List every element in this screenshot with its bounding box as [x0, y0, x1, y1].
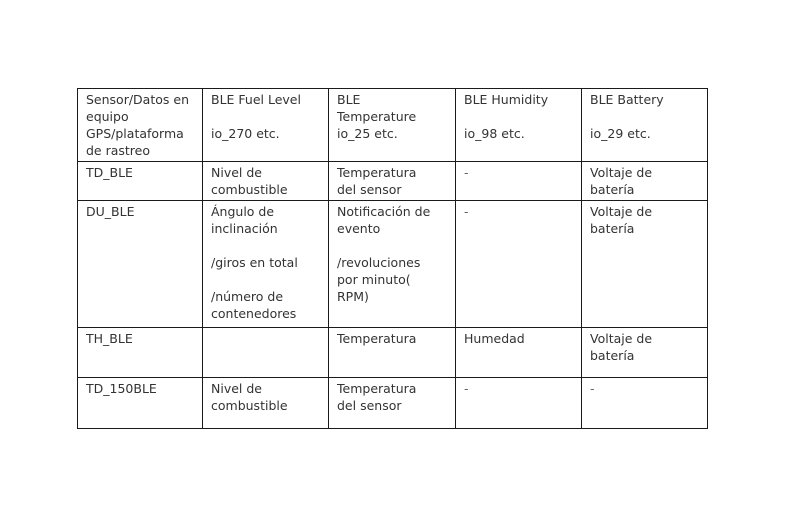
cell-text: -: [590, 381, 595, 396]
header-humidity-title: BLE Humidity: [464, 92, 549, 107]
cell-humidity: [456, 378, 582, 429]
header-battery-io: io_29 etc.: [590, 126, 651, 141]
cell-temperature: [329, 378, 456, 429]
cell-text: Humedad: [464, 331, 525, 346]
cell-text: del sensor: [337, 398, 402, 413]
cell-humidity: [456, 201, 582, 328]
cell-text: batería: [590, 348, 635, 363]
cell-text: contenedores: [211, 306, 297, 321]
header-battery-title: BLE Battery: [590, 92, 664, 107]
cell-fuel: [203, 162, 329, 201]
table-row: [78, 378, 708, 429]
header-fuel-title: BLE Fuel Level: [211, 92, 301, 107]
table-row: [78, 328, 708, 378]
cell-text: combustible: [211, 182, 288, 197]
cell-battery: [582, 328, 708, 378]
cell-text: Nivel de: [211, 165, 262, 180]
header-humidity-io: io_98 etc.: [464, 126, 525, 141]
cell-sensor: [78, 328, 203, 378]
cell-sensor: [78, 201, 203, 328]
cell-text: /revoluciones: [337, 255, 421, 270]
table-row: [78, 162, 708, 201]
cell-text: Voltaje de: [590, 204, 653, 219]
cell-battery: [582, 378, 708, 429]
cell-text: Voltaje de: [590, 165, 653, 180]
cell-text: -: [464, 165, 469, 180]
sensor-name: TH_BLE: [86, 331, 133, 346]
cell-sensor: [78, 162, 203, 201]
header-cell-temperature: [329, 89, 456, 162]
cell-humidity: [456, 162, 582, 201]
cell-temperature: [329, 162, 456, 201]
cell-text: -: [464, 204, 469, 219]
header-sensor-line: de rastreo: [86, 143, 151, 158]
sensor-name: DU_BLE: [86, 204, 135, 219]
header-cell-sensor: [78, 89, 203, 162]
table-header-row: [78, 89, 708, 162]
cell-text: Temperatura: [337, 331, 417, 346]
cell-fuel: [203, 201, 329, 328]
sensor-name: TD_150BLE: [86, 381, 157, 396]
cell-battery: [582, 162, 708, 201]
cell-text: -: [464, 381, 469, 396]
cell-text: Notificación de: [337, 204, 431, 219]
cell-text: Nivel de: [211, 381, 262, 396]
cell-text: evento: [337, 221, 381, 236]
cell-battery: [582, 201, 708, 328]
header-cell-battery: [582, 89, 708, 162]
header-sensor-line: equipo: [86, 109, 129, 124]
header-temperature-title: Temperature: [337, 109, 417, 124]
cell-text: inclinación: [211, 221, 278, 236]
cell-text: /número de: [211, 289, 284, 304]
cell-fuel: [203, 378, 329, 429]
sensor-comparison-table: [77, 88, 708, 429]
cell-temperature: [329, 328, 456, 378]
cell-text: RPM): [337, 289, 369, 304]
header-temperature-title: BLE: [337, 92, 361, 107]
cell-text: Temperatura: [337, 165, 417, 180]
cell-text: Voltaje de: [590, 331, 653, 346]
cell-fuel: [203, 328, 329, 378]
table-row: [78, 201, 708, 328]
cell-text: Ángulo de: [211, 204, 275, 219]
cell-text: del sensor: [337, 182, 402, 197]
header-temperature-io: io_25 etc.: [337, 126, 398, 141]
cell-text: combustible: [211, 398, 288, 413]
header-sensor-line: GPS/plataforma: [86, 126, 184, 141]
cell-text: /giros en total: [211, 255, 298, 270]
cell-temperature: [329, 201, 456, 328]
cell-text: por minuto(: [337, 272, 411, 287]
cell-text: Temperatura: [337, 381, 417, 396]
sensor-name: TD_BLE: [86, 165, 133, 180]
cell-sensor: [78, 378, 203, 429]
cell-text: batería: [590, 182, 635, 197]
header-fuel-io: io_270 etc.: [211, 126, 280, 141]
header-sensor-line: Sensor/Datos en: [86, 92, 189, 107]
cell-humidity: [456, 328, 582, 378]
cell-text: batería: [590, 221, 635, 236]
header-cell-fuel: [203, 89, 329, 162]
header-cell-humidity: [456, 89, 582, 162]
